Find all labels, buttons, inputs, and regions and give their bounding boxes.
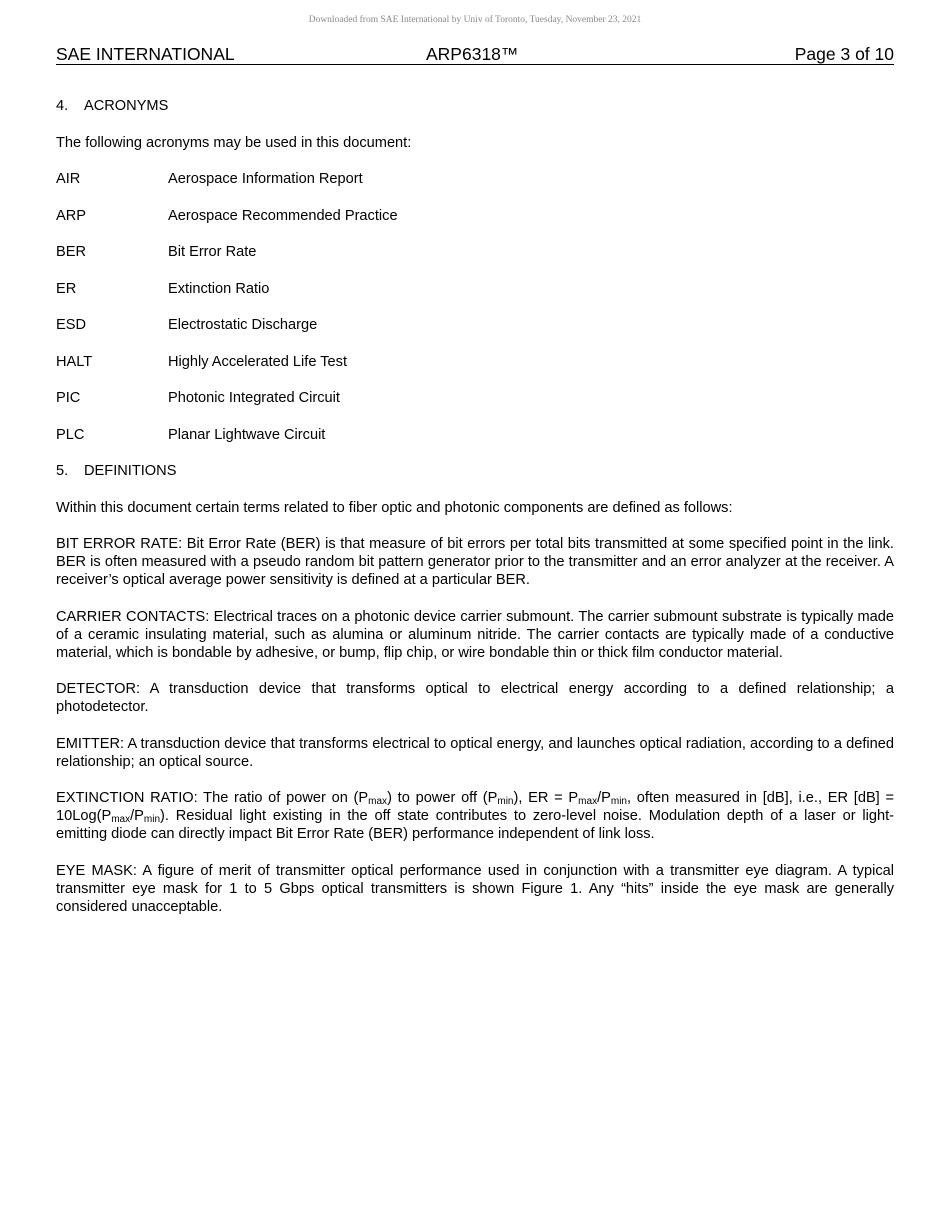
acronym-term: BER [56,244,87,260]
acronym-definition: Planar Lightwave Circuit [168,426,326,443]
section-5-heading [56,462,894,480]
acronym-definition: Aerospace Recommended Practice [168,207,398,224]
acronym-term: AIR [56,171,81,187]
acronym-definition: Bit Error Rate [168,244,257,260]
header-document-id: ARP6318™ [426,44,519,64]
acronym-definition: Aerospace Information Report [168,171,363,187]
acronym-row [56,170,894,188]
acronym-definition: Extinction Ratio [168,280,270,297]
acronym-term: ARP [56,207,87,224]
acronym-row [56,280,894,298]
section-number: 5. [56,463,69,479]
definition-emitter: EMITTER: A transduction device that transforms electrical to optical energy, and launches optical radiation, according to a defined relationship; an optical source. [56,735,894,770]
definition-bit-error-rate: BIT ERROR RATE: Bit Error Rate (BER) is that measure of bit errors per total bits transmitted at some specified point in the link. BER is often measured with a pseudo random bit pattern generator prior to the transmitter and an error analyzer at the receiver. A receiver’s optical average power sensitivity is defined at a particular BER. [56,536,894,588]
page-header [56,44,894,65]
acronym-term: PLC [56,426,85,443]
document-body [56,97,894,934]
header-organization: SAE INTERNATIONAL [56,44,235,64]
acronym-term: ER [56,280,77,297]
definition-eye-mask: EYE MASK: A figure of merit of transmitter optical performance used in conjunction with a transmitter eye diagram. A typical transmitter eye mask for 1 to 5 Gbps optical transmitters is shown Figure 1. Any “hits” inside the eye mask are generally considered unacceptable. [56,862,894,915]
acronym-definition: Photonic Integrated Circuit [168,390,340,406]
acronym-definition: Highly Accelerated Life Test [168,353,348,370]
acronym-definition: Electrostatic Discharge [168,317,318,333]
acronym-term: PIC [56,390,81,406]
acronym-row [56,243,894,261]
section-4-heading [56,97,894,115]
download-watermark: Downloaded from SAE International by Univ of Toronto, Tuesday, November 23, 2021 [308,15,642,25]
acronym-term: ESD [56,317,87,333]
acronym-row [56,389,894,407]
acronym-term: HALT [56,353,93,370]
section-number: 4. [56,98,69,114]
definition-carrier-contacts: CARRIER CONTACTS: Electrical traces on a photonic device carrier submount. The carrier submount substrate is typically made of a ceramic insulating material, such as alumina or aluminum nitride. The carrier contacts are typically made of a conductive material, which is bondable by adhesive, or bump, flip chip, or wire bondable thin or thick film conductor material. [56,608,894,661]
acronym-row [56,207,894,225]
acronym-row [56,426,894,444]
header-page-number: Page 3 of 10 [794,44,894,64]
acronyms-intro: The following acronyms may be used in this document: [56,134,412,151]
acronym-row [56,353,894,371]
definitions-intro: Within this document certain terms related to fiber optic and photonic components are defined as follows: [56,499,733,516]
section-title: ACRONYMS [84,98,169,114]
definition-extinction-ratio: EXTINCTION RATIO: The ratio of power on $(P_{max})$ to power off $(P_{min})$, ER = $P_{max}/P_{min}$, often measured in [dB], i.e., ER $[dB] = 10Log(P_{max}/P_{min})$. Residual light existing in the off state contributes to zero-level noise. Modulation depth of a laser or light-emitting diode can directly impact Bit Error Rate (BER) performance independent of link loss. [56,790,894,842]
acronym-row [56,316,894,334]
section-title: DEFINITIONS [84,463,177,479]
definition-detector: DETECTOR: A transduction device that transforms optical to electrical energy according to a defined relationship; a photodetector. [56,681,894,715]
